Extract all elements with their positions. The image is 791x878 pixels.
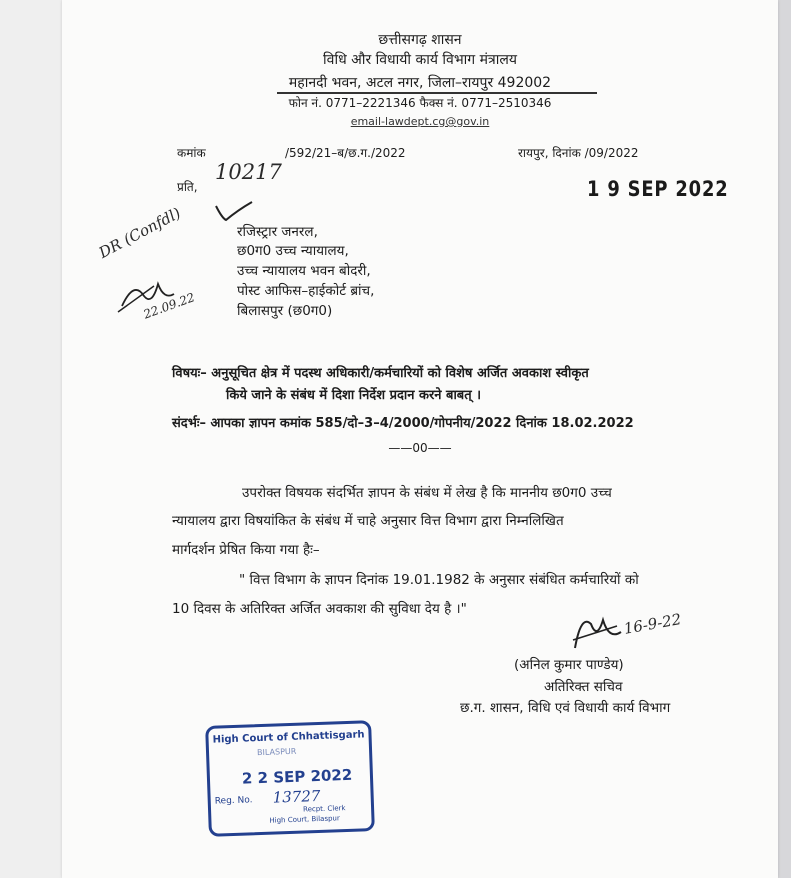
recipient-line-4: पोस्ट आफिस–हाईकोर्ट ब्रांच, xyxy=(237,283,375,299)
body-line-1: उपरोक्त विषयक संदर्भित ज्ञापन के संबंध में लेख है कि माननीय छ0ग0 उच्च xyxy=(242,485,612,501)
letter-page xyxy=(62,0,778,878)
stamp-sub: BILASPUR xyxy=(256,746,297,758)
signatory-department: छ.ग. शासन, विधि एवं विधायी कार्य विभाग xyxy=(460,700,671,716)
address-underline xyxy=(277,92,597,94)
govt-title: छत्तीसगढ़ शासन xyxy=(378,32,462,48)
viewer-right-margin xyxy=(778,0,791,878)
stamp-reg-number: 13727 xyxy=(272,786,321,807)
body-line-2: न्यायालय द्वारा विषयांकित के संबंध में चाहे अनुसार वित्त विभाग द्वारा निम्नलिखित xyxy=(172,513,564,529)
quote-line-2: 10 दिवस के अतिरिक्त अर्जित अवकाश की सुविधा देय है ।" xyxy=(172,601,467,617)
receipt-stamp xyxy=(205,720,375,837)
margin-note-date: 22.09.22 xyxy=(141,290,197,322)
stamp-reg-label: Reg. No. xyxy=(214,795,253,807)
stamp-recpt-clerk: Recpt. Clerk xyxy=(302,804,346,814)
signature-scribble xyxy=(567,610,627,654)
recipient-line-3: उच्च न्यायालय भवन बोदरी, xyxy=(237,263,371,279)
department-title: विधि और विधायी कार्य विभाग मंत्रालय xyxy=(323,52,517,68)
quote-line-1: " वित्त विभाग के ज्ञापन दिनांक 19.01.1982 के अनुसार संबंधित कर्मचारियों को xyxy=(239,572,639,588)
recipient-line-5: बिलासपुर (छ0ग0) xyxy=(237,303,333,319)
viewer-left-margin xyxy=(0,0,62,878)
kramank-label: कमांक xyxy=(177,146,206,160)
place-date: रायपुर, दिनांक /09/2022 xyxy=(518,146,639,160)
prati-label: प्रति, xyxy=(177,180,198,194)
dispatch-date-stamp: 1 9 SEP 2022 xyxy=(587,177,729,201)
email-address: email-lawdept.cg@gov.in xyxy=(350,115,490,128)
contact-numbers: फोन नं. 0771–2221346 फैक्स नं. 0771–2510346 xyxy=(288,96,552,110)
handwritten-dispatch-number: 10217 xyxy=(215,160,282,184)
kramank-value: /592/21–ब/छ.ग./2022 xyxy=(285,146,406,160)
stamp-title: High Court of Chhattisgarh xyxy=(212,729,365,746)
divider: ——00—— xyxy=(388,441,452,455)
signature-hand-date: 16-9-22 xyxy=(622,610,683,638)
margin-note-dr: DR (Confdl) xyxy=(95,203,184,262)
subject-line-1: विषयः– अनुसूचित क्षेत्र में पदस्थ अधिकारी/कर्मचारियों को विशेष अर्जित अवकाश स्वीकृत xyxy=(172,366,589,381)
signatory-name: (अनिल कुमार पाण्डेय) xyxy=(514,657,624,673)
subject-line-2: किये जाने के संबंध में दिशा निर्देश प्रदान करने बाबत् । xyxy=(226,388,482,403)
recipient-line-1: रजिस्ट्रार जनरल, xyxy=(237,224,318,240)
stamp-date: 2 2 SEP 2022 xyxy=(241,765,353,788)
recipient-line-2: छ0ग0 उच्च न्यायालय, xyxy=(237,243,349,259)
reference-line: संदर्भः– आपका ज्ञापन कमांक 585/दो–3–4/2000/गोपनीय/2022 दिनांक 18.02.2022 xyxy=(172,416,634,431)
body-line-3: मार्गदर्शन प्रेषित किया गया हैः– xyxy=(172,542,320,558)
signatory-designation: अतिरिक्त सचिव xyxy=(544,679,623,695)
address: महानदी भवन, अटल नगर, जिला–रायपुर 492002 xyxy=(288,75,552,91)
stamp-recpt-court: High Court, Bilaspur xyxy=(269,814,340,825)
tick-mark xyxy=(214,200,254,224)
